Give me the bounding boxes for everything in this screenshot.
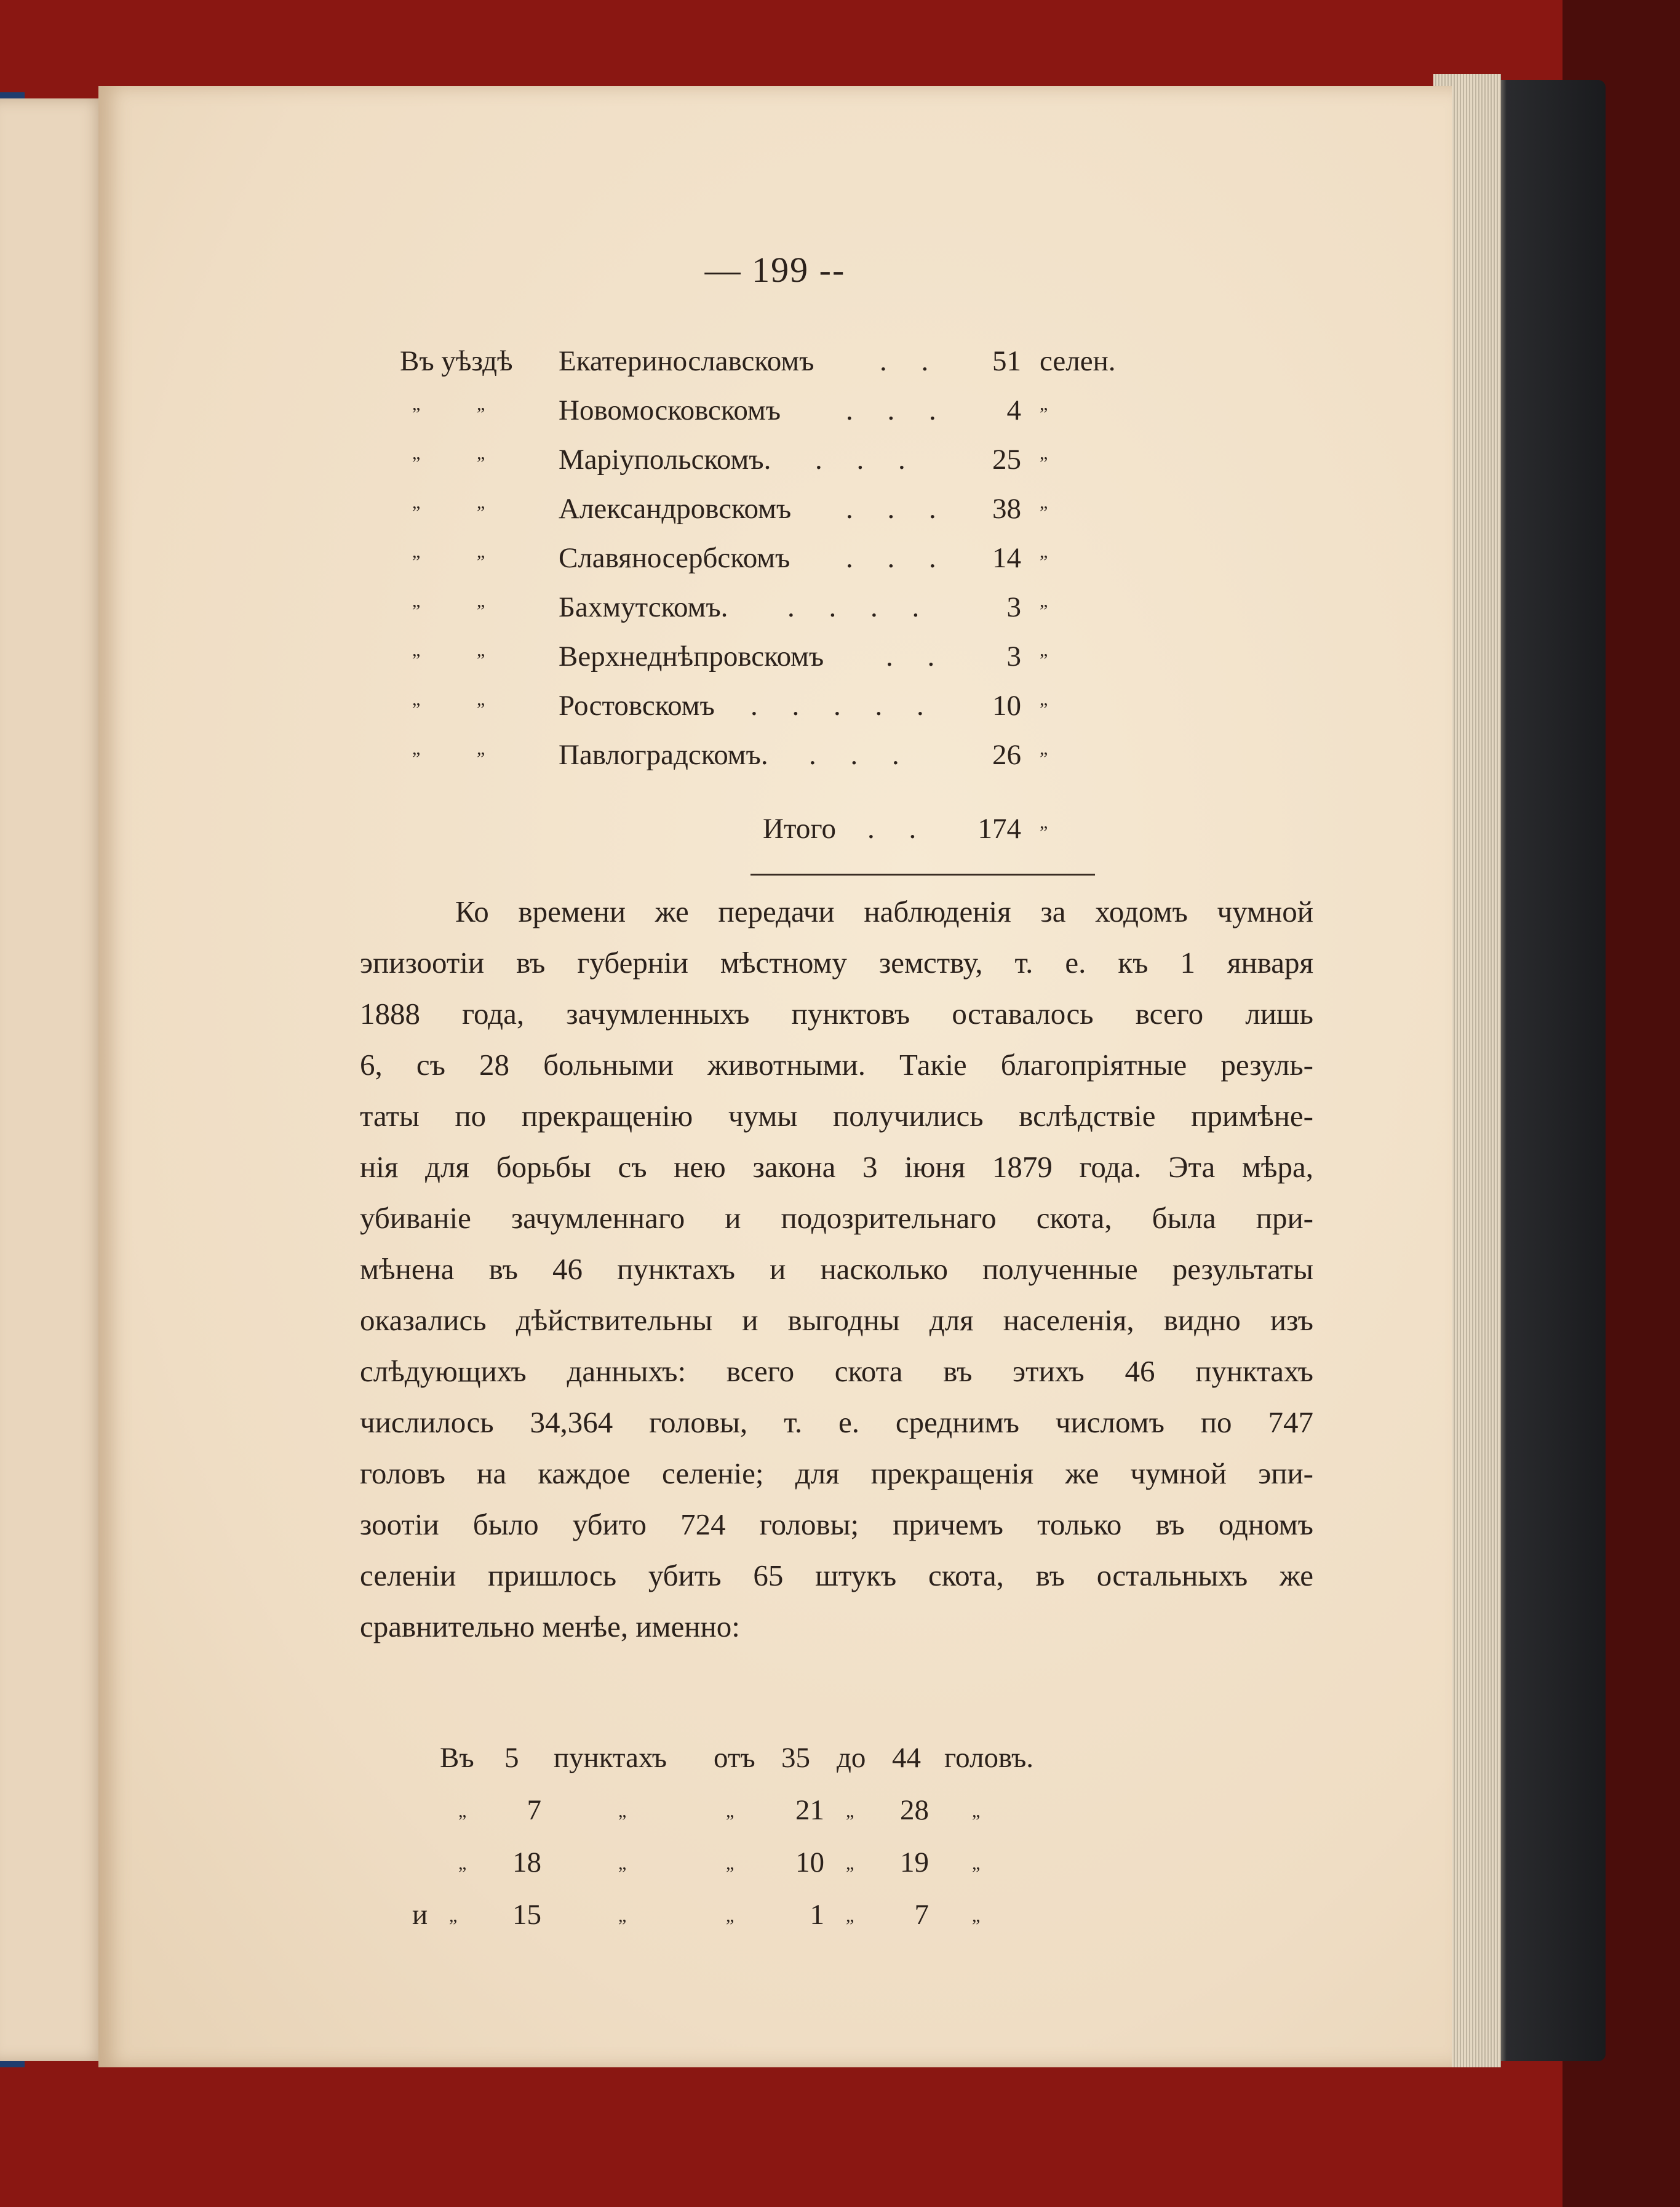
counts-to: 44 — [892, 1742, 921, 1774]
district-name: Славяносербскомъ — [559, 542, 790, 574]
district-dots: . . . — [809, 739, 913, 771]
counts-word-points: пунктахъ — [554, 1742, 667, 1774]
district-unit: „ — [1040, 492, 1048, 513]
ditto-mark: „ — [477, 492, 485, 513]
district-intro: Въ уѣздѣ — [400, 345, 513, 377]
district-row — [98, 345, 1452, 388]
district-name: Екатеринославскомъ — [559, 345, 814, 377]
paragraph-line: головъ на каждое селеніе; для прекращенія же чумной эпи- — [360, 1456, 1313, 1490]
counts-to: 19 — [900, 1846, 929, 1878]
district-count: 14 — [992, 542, 1021, 574]
district-dots: . . . — [846, 394, 950, 426]
district-count: 3 — [1006, 591, 1021, 623]
paragraph-line: сравнительно менѣе, именно: — [360, 1610, 740, 1643]
ditto-mark: „ — [458, 1853, 467, 1874]
district-name: Павлоградскомъ. — [559, 739, 768, 771]
district-unit: „ — [1040, 443, 1048, 463]
paragraph-line: числилось 34,364 головы, т. е. среднимъ числомъ по 747 — [360, 1405, 1313, 1439]
paragraph-line: зоотіи было убито 724 головы; причемъ только въ одномъ — [360, 1507, 1313, 1541]
paragraph-line: нія для борьбы съ нею закона 3 іюня 1879 года. Эта мѣра, — [360, 1150, 1313, 1184]
district-unit: „ — [1040, 689, 1048, 709]
counts-from-word: отъ — [714, 1742, 755, 1774]
ditto-mark: „ — [846, 1853, 854, 1874]
paragraph-line: таты по прекращенію чумы получились вслѣдствіе примѣне- — [360, 1099, 1313, 1133]
district-dots: . . . — [846, 493, 950, 525]
district-dots: . . . . — [787, 591, 933, 623]
counts-prefix: и — [412, 1899, 428, 1931]
ditto-mark: „ — [477, 591, 485, 611]
district-name: Ростовскомъ — [559, 690, 715, 722]
ditto-mark: „ — [412, 689, 421, 709]
ditto-mark: „ — [972, 1906, 981, 1926]
ditto-mark: „ — [449, 1906, 458, 1926]
district-name: Новомосковскомъ — [559, 394, 781, 426]
paragraph-line: эпизоотіи въ губерніи мѣстному земству, т. е. къ 1 января — [360, 946, 1313, 980]
district-count: 25 — [992, 444, 1021, 476]
paragraph-line: оказались дѣйствительны и выгодны для населенія, видно изъ — [360, 1303, 1313, 1337]
ditto-mark: „ — [618, 1801, 627, 1821]
ditto-mark: „ — [412, 541, 421, 562]
district-dots: . . . — [846, 542, 950, 574]
ditto-mark: „ — [477, 443, 485, 463]
district-unit: селен. — [1040, 345, 1116, 377]
counts-to-word: до — [837, 1742, 866, 1774]
ditto-mark: „ — [412, 591, 421, 611]
book-page — [98, 86, 1452, 2067]
district-count: 4 — [1006, 394, 1021, 426]
district-unit: „ — [1040, 738, 1048, 759]
ditto-mark: „ — [412, 443, 421, 463]
ditto-mark: „ — [412, 394, 421, 414]
paragraph-line: 1888 года, зачумленныхъ пунктовъ оставалось всего лишь — [360, 997, 1313, 1031]
district-name: Маріупольскомъ. — [559, 444, 771, 476]
counts-row — [98, 1794, 1452, 1837]
district-name: Александровскомъ — [559, 493, 792, 525]
district-count: 10 — [992, 690, 1021, 722]
counts-from: 21 — [795, 1794, 824, 1826]
paragraph-line: Ко времени же передачи наблюденія за ходомъ чумной — [455, 895, 1313, 928]
counts-from: 1 — [810, 1899, 824, 1931]
district-count: 51 — [992, 345, 1021, 377]
page-number: — 199 -- — [704, 250, 846, 290]
ditto-mark: „ — [477, 640, 485, 660]
district-row — [98, 492, 1452, 535]
total-rule — [750, 874, 1095, 876]
ditto-mark: „ — [846, 1801, 854, 1821]
total-row — [98, 812, 1452, 855]
district-row — [98, 689, 1452, 732]
district-row — [98, 640, 1452, 683]
ditto-mark: „ — [477, 689, 485, 709]
district-row — [98, 591, 1452, 634]
counts-points: 7 — [527, 1794, 541, 1826]
ditto-mark: „ — [477, 394, 485, 414]
total-label: Итого — [763, 813, 836, 845]
district-row — [98, 738, 1452, 781]
ditto-mark: „ — [412, 640, 421, 660]
counts-from: 10 — [795, 1846, 824, 1878]
district-name: Бахмутскомъ. — [559, 591, 728, 623]
counts-points: 15 — [512, 1899, 541, 1931]
counts-points: 18 — [512, 1846, 541, 1878]
district-dots: . . — [880, 345, 942, 377]
district-unit: „ — [1040, 394, 1048, 414]
ditto-mark: „ — [477, 738, 485, 759]
left-page — [0, 98, 108, 2061]
counts-header-row — [98, 1741, 1452, 1784]
district-row — [98, 443, 1452, 486]
total-count: 174 — [977, 813, 1021, 845]
ditto-mark: „ — [726, 1906, 735, 1926]
paragraph-line: убиваніе зачумленнаго и подозрительнаго скота, была при- — [360, 1201, 1313, 1235]
body-paragraph — [360, 886, 1313, 1652]
total-dots: . . — [867, 813, 930, 845]
district-unit: „ — [1040, 640, 1048, 660]
ditto-mark: „ — [412, 492, 421, 513]
ditto-mark: „ — [846, 1906, 854, 1926]
ditto-mark: „ — [618, 1853, 627, 1874]
counts-unit: головъ. — [944, 1742, 1034, 1774]
district-count: 3 — [1006, 641, 1021, 672]
district-unit: „ — [1040, 541, 1048, 562]
ditto-mark: „ — [726, 1801, 735, 1821]
counts-prefix: Въ — [440, 1742, 474, 1774]
ditto-mark: „ — [618, 1906, 627, 1926]
counts-from: 35 — [781, 1742, 810, 1774]
ditto-mark: „ — [412, 738, 421, 759]
ditto-mark: „ — [726, 1853, 735, 1874]
district-dots: . . — [886, 641, 949, 672]
counts-to: 28 — [900, 1794, 929, 1826]
paragraph-line: мѣнена въ 46 пунктахъ и насколько полученные результаты — [360, 1252, 1313, 1286]
ditto-mark: „ — [972, 1853, 981, 1874]
district-dots: . . . . . — [750, 690, 938, 722]
district-name: Верхнеднѣпровскомъ — [559, 641, 824, 672]
ditto-mark: „ — [458, 1801, 467, 1821]
ditto-mark: „ — [972, 1801, 981, 1821]
district-count: 26 — [992, 739, 1021, 771]
paragraph-line: селеніи пришлось убить 65 штукъ скота, въ остальныхъ же — [360, 1558, 1313, 1592]
counts-row — [98, 1846, 1452, 1889]
counts-points: 5 — [504, 1742, 519, 1774]
district-unit: „ — [1040, 591, 1048, 611]
ditto-mark: „ — [477, 541, 485, 562]
district-dots: . . . — [815, 444, 919, 476]
district-count: 38 — [992, 493, 1021, 525]
total-unit: „ — [1040, 812, 1048, 832]
paragraph-line: 6, съ 28 больными животными. Такіе благопріятные резуль- — [360, 1048, 1313, 1082]
district-row — [98, 541, 1452, 585]
counts-row — [98, 1898, 1452, 1941]
district-row — [98, 394, 1452, 437]
counts-to: 7 — [914, 1899, 929, 1931]
paragraph-line: слѣдующихъ данныхъ: всего скота въ этихъ 46 пунктахъ — [360, 1354, 1313, 1388]
